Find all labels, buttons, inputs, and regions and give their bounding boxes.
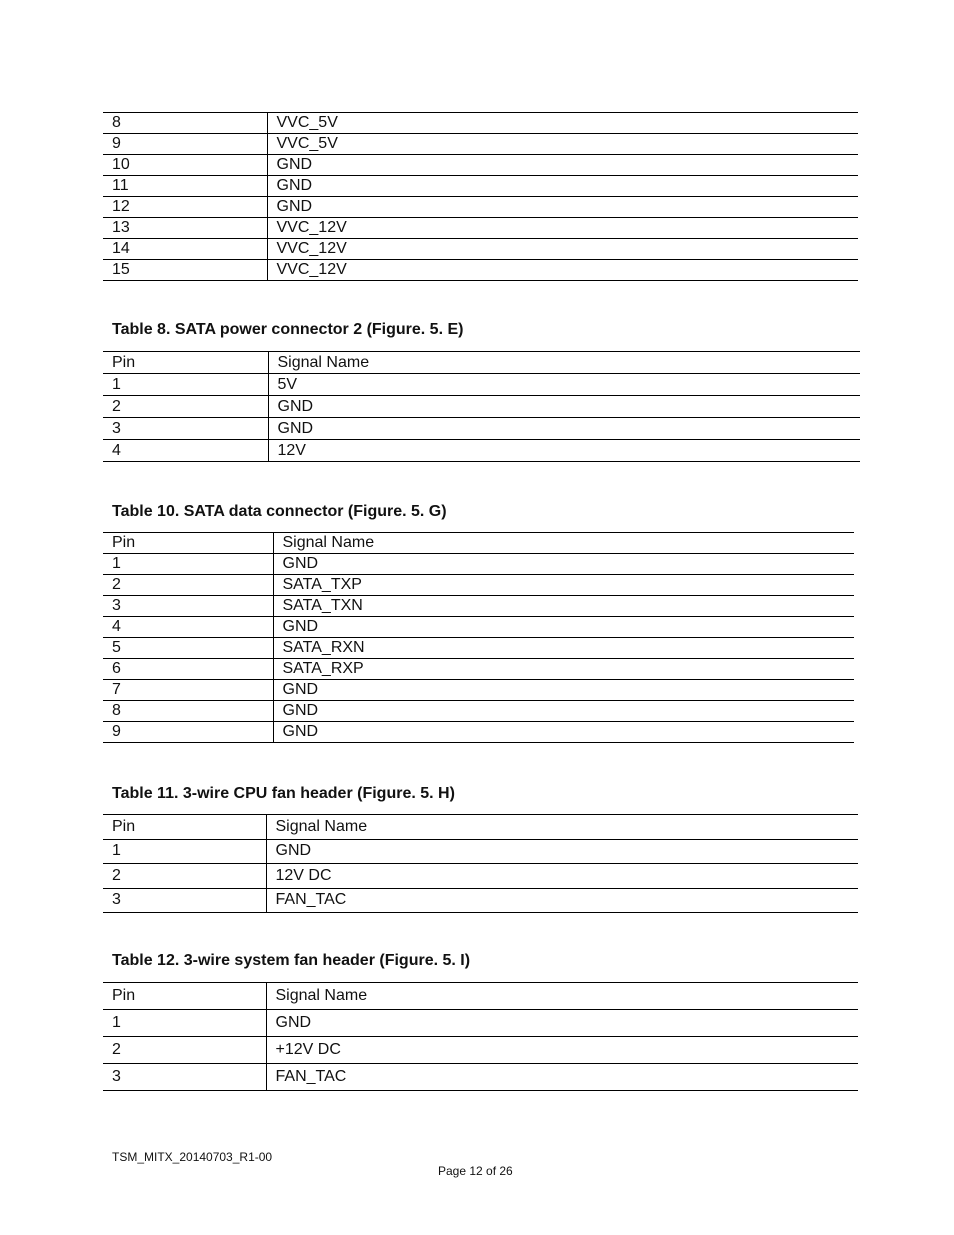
pin-cell: 1 [103, 1010, 266, 1037]
table-row [103, 680, 854, 701]
signal-name-cell: +12V DC [266, 1037, 858, 1064]
signal-name-cell: GND [273, 554, 854, 575]
signal-name-cell: GND [267, 155, 858, 176]
pin-cell: Pin [103, 352, 268, 374]
pin-cell: 4 [103, 617, 273, 638]
table11-cpu-fan [103, 814, 858, 913]
table-row [103, 839, 858, 864]
signal-name-cell: SATA_RXP [273, 659, 854, 680]
table12-system-fan [103, 982, 858, 1091]
signal-name-cell: VVC_12V [267, 260, 858, 281]
signal-name-cell: GND [268, 418, 860, 440]
table-row [103, 418, 860, 440]
signal-name-cell: GND [267, 176, 858, 197]
table-row [103, 575, 854, 596]
signal-name-cell: Signal Name [266, 815, 858, 840]
pin-cell: 3 [103, 418, 268, 440]
table8-sata-power [103, 351, 860, 462]
pin-cell: 1 [103, 839, 266, 864]
pin-cell: 6 [103, 659, 273, 680]
table-header-row [103, 815, 858, 840]
table-header-row [103, 983, 858, 1010]
signal-name-cell: 12V [268, 440, 860, 462]
table-row [103, 197, 858, 218]
table10-caption: Table 10. SATA data connector (Figure. 5. G) [112, 503, 447, 520]
table11-caption: Table 11. 3-wire CPU fan header (Figure. 5. H) [112, 785, 455, 802]
table12-caption: Table 12. 3-wire system fan header (Figure. 5. I) [112, 952, 471, 969]
pin-cell: 10 [103, 155, 267, 176]
table-row [103, 617, 854, 638]
signal-name-cell: GND [273, 701, 854, 722]
pin-cell: 3 [103, 1064, 266, 1091]
signal-name-cell: GND [267, 197, 858, 218]
signal-name-cell: GND [273, 722, 854, 743]
table-row [103, 596, 854, 617]
pin-cell: 1 [103, 554, 273, 575]
signal-name-cell: VVC_5V [267, 113, 858, 134]
signal-name-cell: Signal Name [266, 983, 858, 1010]
table-row [103, 888, 858, 913]
table-row [103, 1010, 858, 1037]
signal-name-cell: VVC_12V [267, 239, 858, 260]
table-header-row [103, 352, 860, 374]
table-row [103, 260, 858, 281]
pin-cell: 3 [103, 596, 273, 617]
pin-cell: 9 [103, 722, 273, 743]
pin-cell: 2 [103, 1037, 266, 1064]
pin-cell: 5 [103, 638, 273, 659]
pin-cell: 13 [103, 218, 267, 239]
signal-name-cell: 12V DC [266, 864, 858, 889]
pin-cell: 11 [103, 176, 267, 197]
signal-name-cell: VVC_5V [267, 134, 858, 155]
table-row [103, 134, 858, 155]
pin-cell: 14 [103, 239, 267, 260]
table-row [103, 638, 854, 659]
pin-cell: 2 [103, 575, 273, 596]
pin-table-continued [103, 112, 858, 281]
pin-cell: 2 [103, 396, 268, 418]
signal-name-cell: 5V [268, 374, 860, 396]
table8-caption: Table 8. SATA power connector 2 (Figure. 5. E) [112, 321, 464, 338]
signal-name-cell: SATA_RXN [273, 638, 854, 659]
signal-name-cell: GND [266, 1010, 858, 1037]
signal-name-cell: GND [273, 617, 854, 638]
pin-cell: Pin [103, 983, 266, 1010]
table-row [103, 239, 858, 260]
pin-cell: 1 [103, 374, 268, 396]
table-row [103, 1037, 858, 1064]
signal-name-cell: FAN_TAC [266, 888, 858, 913]
table-header-row [103, 533, 854, 554]
signal-name-cell: SATA_TXP [273, 575, 854, 596]
table-row [103, 218, 858, 239]
table-row [103, 176, 858, 197]
table-row [103, 396, 860, 418]
pin-cell: 9 [103, 134, 267, 155]
pin-cell: 12 [103, 197, 267, 218]
footer-doc-id: TSM_MITX_20140703_R1-00 [112, 1150, 273, 1164]
pin-cell: 2 [103, 864, 266, 889]
signal-name-cell: VVC_12V [267, 218, 858, 239]
table-row [103, 864, 858, 889]
pin-cell: 8 [103, 701, 273, 722]
table-row [103, 374, 860, 396]
signal-name-cell: GND [268, 396, 860, 418]
table-row [103, 440, 860, 462]
table-row [103, 1064, 858, 1091]
pin-cell: 4 [103, 440, 268, 462]
pin-cell: 3 [103, 888, 266, 913]
signal-name-cell: GND [266, 839, 858, 864]
table-row [103, 113, 858, 134]
table-row [103, 722, 854, 743]
pin-cell: 7 [103, 680, 273, 701]
pin-cell: 8 [103, 113, 267, 134]
table-row [103, 701, 854, 722]
table10-sata-data [103, 532, 854, 743]
pin-cell: Pin [103, 815, 266, 840]
signal-name-cell: SATA_TXN [273, 596, 854, 617]
signal-name-cell: GND [273, 680, 854, 701]
pin-cell: Pin [103, 533, 273, 554]
signal-name-cell: Signal Name [273, 533, 854, 554]
table-row [103, 155, 858, 176]
signal-name-cell: FAN_TAC [266, 1064, 858, 1091]
footer-page-number: Page 12 of 26 [438, 1164, 513, 1178]
table-row [103, 554, 854, 575]
signal-name-cell: Signal Name [268, 352, 860, 374]
table-row [103, 659, 854, 680]
pin-cell: 15 [103, 260, 267, 281]
